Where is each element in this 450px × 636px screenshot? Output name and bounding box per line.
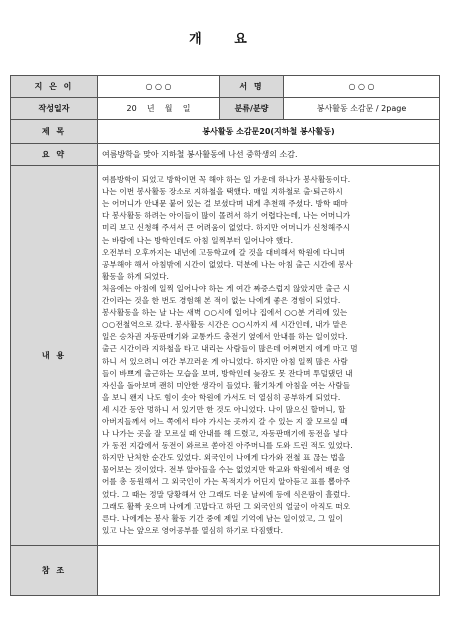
category-value: 봉사활동 소감문 / 2page <box>284 98 440 120</box>
content-line: 출근 시간이라 지하철을 타고 내리는 사람들이 많은데 어쩌면지 에게 마고 멈 <box>102 344 358 354</box>
content-line: 물어보는 것이었다. 전부 알아들을 수는 없었지만 학교와 학원에서 배운 영 <box>102 465 351 475</box>
content-label: 내 용 <box>11 166 98 546</box>
summary-value: 여름방학을 맞아 지하철 봉사활동에 나선 중학생의 소감. <box>98 144 440 166</box>
subject-row <box>11 120 440 144</box>
content-line: 오전부터 오후까지는 내년에 고등학교에 갈 것을 대비해서 학원에 다니며 <box>102 247 346 257</box>
content-line: 간이라는 것을 한 번도 경험해 본 적이 없는 나에게 좋은 경험이 되었다. <box>102 296 341 306</box>
subject-label: 제 목 <box>11 120 98 144</box>
content-row <box>11 166 440 546</box>
reference-value <box>98 546 440 596</box>
page-title: 개 요 <box>189 32 261 47</box>
content-line: 있고 나는 앞으로 영어공부를 열심히 하기로 다짐했다. <box>102 525 284 535</box>
content-line: 어를 총 동원해서 그 외국인이 가는 목적지가 어딘지 알아듣고 표를 뽑아주 <box>102 477 351 487</box>
content-line: 는 어머니가 안내문 붙어 있는 걸 보셨다며 내게 추천해 주셨다. 방학 때마 <box>102 199 348 209</box>
content-line: 나는 이번 봉사활동 장소로 지하철을 택했다. 매일 지하철로 출·퇴근하시 <box>102 187 343 197</box>
content-line: 들이 바쁘게 출근하는 모습을 보며, 방학인데 늦잠도 못 잔다며 투덜댔던 내 <box>102 368 353 378</box>
content-line: 일은 승차권 자동판매기와 교통카드 충전기 옆에서 안내를 하는 일이었다. <box>102 332 348 342</box>
content-line: 처음에는 아침에 일찍 일어나야 하는 게 여간 짜증스럽지 않았지만 출근 시 <box>102 283 351 293</box>
content-line: 여름방학이 되었고 방학이면 꼭 해야 하는 일 가운데 하나가 봉사활동이다. <box>102 175 351 185</box>
signature-value: ○ ○ ○ <box>284 76 440 98</box>
content-line: 었다. 그 때는 정말 당황해서 안 그래도 더운 날씨에 등에 식은땀이 흘렀다. <box>102 489 351 499</box>
date-row <box>11 98 440 120</box>
summary-label: 요 약 <box>11 144 98 166</box>
signature-label: 서 명 <box>220 76 284 98</box>
content-line: 른다. 나에게는 봉사 활동 기간 중에 제일 기억에 남는 일이었고, 그 일이 <box>102 513 343 523</box>
content-line: 는 바람에 나는 방학인데도 아침 일찍부터 일어나야 했다. <box>102 235 294 245</box>
content-line: 하니 서 있으려니 여간 부끄러운 게 아니었다. 하지만 아침 일찍 많은 사람 <box>102 356 348 366</box>
reference-label: 참 조 <box>11 546 98 596</box>
content-line: 다 봉사활동 하려는 아이들이 많이 몰려서 하기 어렵다는데, 나는 어머니가 <box>102 211 351 221</box>
content-text <box>102 174 435 537</box>
content-line: 자신을 돌아보며 괜히 미안한 생각이 들었다. 활기차게 아침을 여는 사람들 <box>102 380 351 390</box>
content-line: 공부해야 해서 아침밖에 시간이 없었다. 덕분에 나는 아침 출근 시간에 봉사 <box>102 259 353 269</box>
date-label: 작성일자 <box>11 98 98 120</box>
content-line: ○○전철역으로 갔다. 봉사활동 시간은 ○○시까지 세 시간인데, 내가 맡은 <box>102 320 348 330</box>
author-value: ○ ○ ○ <box>98 76 220 98</box>
content-line: 가 동전 지갑에서 동전이 와르르 쏟아진 아주머니를 도와 드린 적도 있었다. <box>102 441 353 451</box>
content-line: 봉사활동을 하는 날 나는 새벽 ○○시에 일어나 집에서 ○○분 거리에 있는 <box>102 308 348 318</box>
category-label: 분류/분량 <box>220 98 284 120</box>
summary-row <box>11 144 440 166</box>
content-line: 미리 보고 신청해 주셔서 큰 어려움이 없었다. 하지만 어머니가 신청해주시 <box>102 223 351 233</box>
content-line: 나 나가는 곳을 잘 모르실 때 안내를 해 드렸고, 자동판매기에 동전을 넣다 <box>102 429 348 439</box>
summary-form <box>10 75 440 596</box>
reference-row <box>11 546 440 596</box>
content-line: 아버지들께서 어느 쪽에서 타야 가시는 곳까지 갈 수 있는 지 잘 모르실 때 <box>102 416 348 426</box>
date-value: 20 년 월 일 <box>98 98 220 120</box>
content-body <box>98 166 440 546</box>
content-line: 활동을 하게 되었다. <box>102 271 170 281</box>
content-line: 을 보니 왠지 나도 힘이 솟아 학원에 가서도 더 열심히 공부하게 되었다. <box>102 392 341 402</box>
subject-value: 봉사활동 소감문20(지하철 봉사활동) <box>98 120 440 144</box>
author-label: 지 은 이 <box>11 76 98 98</box>
content-line: 하지만 난처한 순간도 있었다. 외국인이 나에게 다가와 전철 표 끊는 법을 <box>102 453 346 463</box>
content-line: 세 시간 동안 멍하니 서 있기만 한 것도 아니었다. 나이 많으신 할머니, 할 <box>102 404 346 414</box>
content-line: 그래도 활짝 웃으며 나에게 고맙다고 하던 그 외국인의 얼굴이 아직도 떠오 <box>102 501 351 511</box>
author-row <box>11 76 440 98</box>
